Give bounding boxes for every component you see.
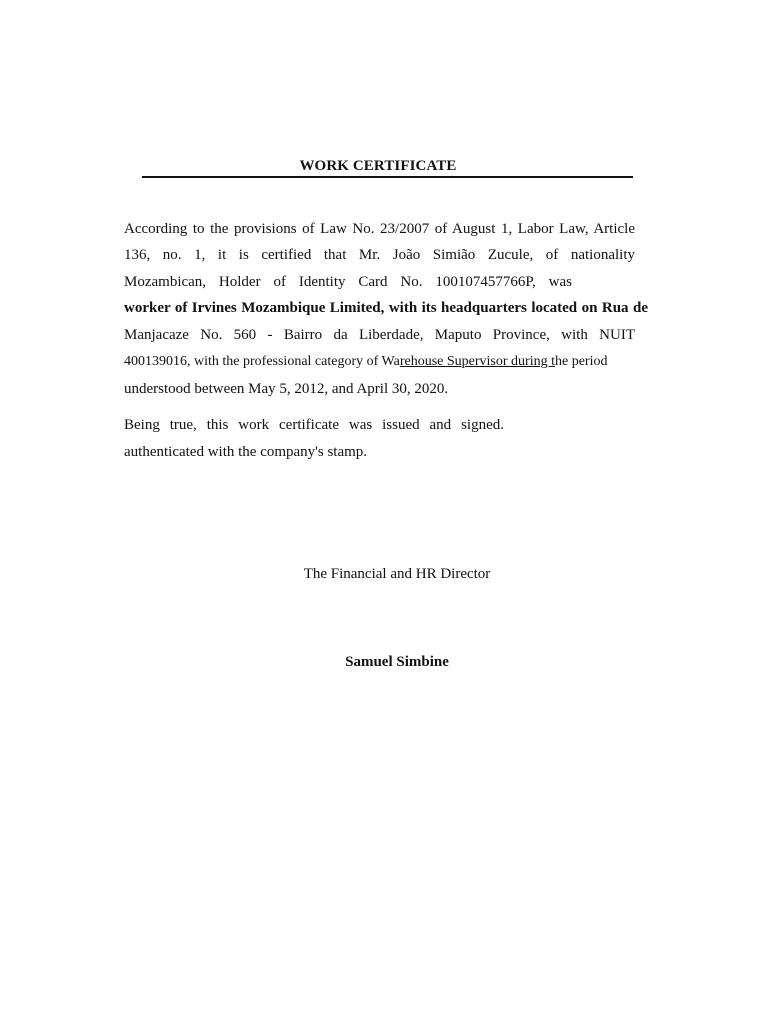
paragraph1-line7: understood between May 5, 2012, and April 30, 2020. (124, 381, 449, 397)
paragraph1-line5: Manjacaze No. 560 - Bairro da Liberdade, Maputo Province, with NUIT (124, 327, 635, 343)
line6-part1: 400139016, with the professional category of Wa (124, 354, 400, 369)
paragraph1-line3: Mozambican, Holder of Identity Card No. 100107457766P, was (124, 274, 572, 290)
signatory-name: Samuel Simbine (345, 654, 449, 670)
paragraph1-line1: According to the provisions of Law No. 23/2007 of August 1, Labor Law, Article (124, 221, 635, 237)
document-title: WORK CERTIFICATE (299, 158, 457, 174)
paragraph2-line2: authenticated with the company's stamp. (124, 444, 368, 460)
paragraph1-line6 (124, 353, 624, 371)
title-underline (142, 176, 633, 178)
paragraph2-line1: Being true, this work certificate was issued and signed. (124, 417, 504, 433)
paragraph1-line2: 136, no. 1, it is certified that Mr. João Simião Zucule, of nationality (124, 247, 635, 263)
line6-underlined-part: rehouse Supervisor during t (399, 354, 555, 369)
paragraph1-line4: worker of Irvines Mozambique Limited, with its headquarters located on Rua de (124, 300, 648, 316)
signatory-role: The Financial and HR Director (303, 566, 491, 582)
line6-part3: he period (555, 354, 608, 369)
